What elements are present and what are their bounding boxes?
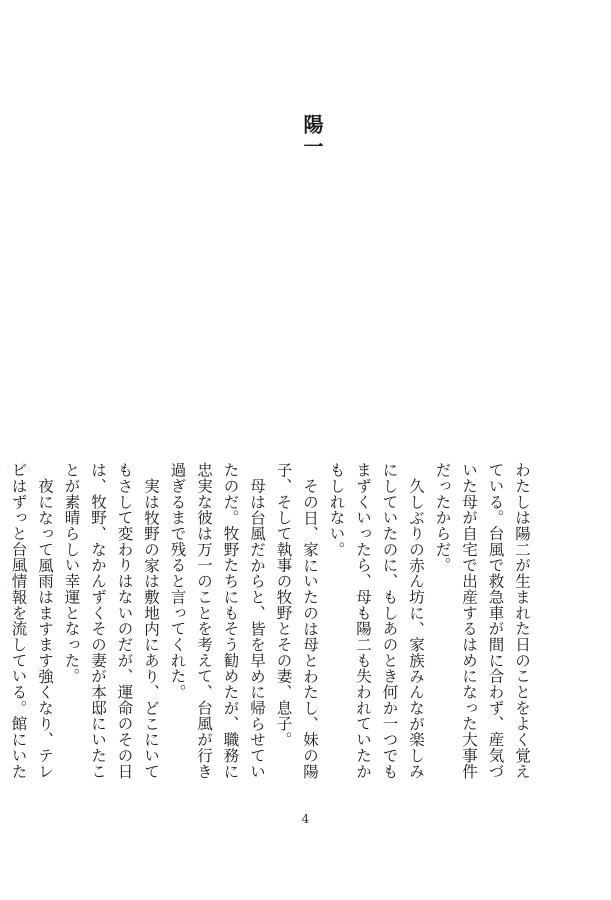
paragraph: 久しぶりの赤ん坊に、家族みんなが楽しみにしていたのに、もしあのとき何か一つでもまずくいったら、母も陽二も失われていたかもしれない。 bbox=[327, 462, 425, 779]
paragraph: 夜になって風雨はますます強くなり、テレビはずっと台風情報を流している。館にいた bbox=[9, 462, 54, 779]
paragraph: 母は台風だからと、皆を早めに帰らせていたのだ。牧野たちにもそう勧めたが、職務に忠実な彼は万一のことを考えて、台風が行き過ぎるまで残ると言ってくれた。 bbox=[168, 462, 266, 779]
chapter-title: 陽一 bbox=[300, 114, 324, 158]
paragraph: その日、家にいたのは母とわたし、妹の陽子、そして執事の牧野とその妻、息子。 bbox=[274, 462, 319, 779]
paragraph: わたしは陽二が生まれた日のことをよく覚えている。台風で救急車が間に合わず、産気づいた母が自宅で出産するはめになった大事件だったからだ。 bbox=[433, 462, 531, 779]
page-number: 4 bbox=[301, 812, 310, 826]
body-text bbox=[9, 462, 535, 788]
paragraph: 実は牧野の家は敷地内にあり、どこにいてもさして変わりはないのだが、運命のその日は、牧野、なかんずくその妻が本邸にいたことが素晴らしい幸運となった。 bbox=[62, 462, 160, 779]
